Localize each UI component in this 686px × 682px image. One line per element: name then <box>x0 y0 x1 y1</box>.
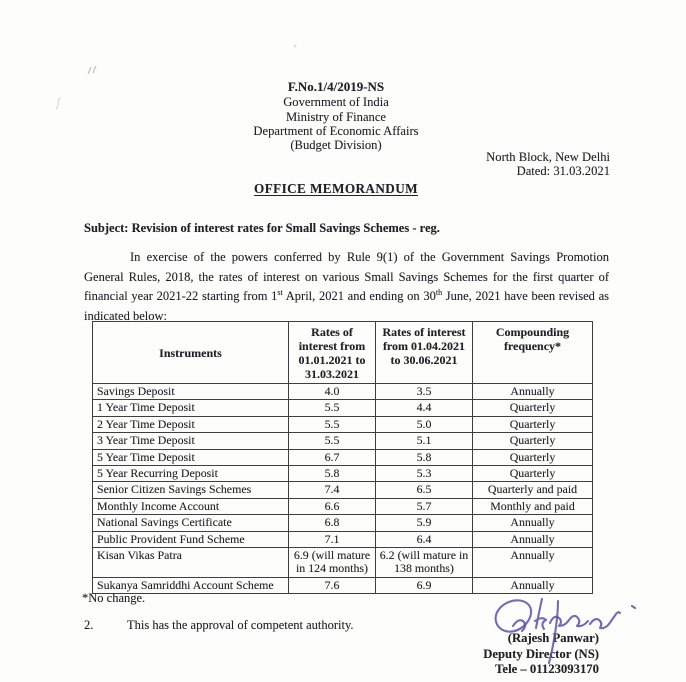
paragraph-text: This has the approval of competent authority. <box>127 618 354 632</box>
rate-new-cell: 4.4 <box>376 400 473 416</box>
table-row <box>93 482 593 498</box>
rate-old-cell: 7.6 <box>289 577 376 593</box>
ordinal-superscript: th <box>435 288 443 298</box>
table-header-row <box>93 322 593 384</box>
rate-old-cell: 5.5 <box>289 416 376 432</box>
rate-new-cell: 5.7 <box>376 498 473 514</box>
frequency-cell: Quarterly <box>473 466 593 482</box>
instrument-cell: Savings Deposit <box>93 384 289 400</box>
place-date-block <box>486 150 610 178</box>
table-row <box>93 400 593 416</box>
signatory-phone: Tele – 01123093170 <box>495 662 599 677</box>
org-line-department: Department of Economic Affairs <box>253 123 419 138</box>
frequency-cell: Quarterly <box>473 400 593 416</box>
frequency-cell: Annually <box>473 515 593 531</box>
frequency-cell: Monthly and paid <box>473 498 593 514</box>
instrument-cell: 5 Year Time Deposit <box>93 449 289 465</box>
rate-new-cell: 6.2 (will mature in 138 months) <box>376 548 473 578</box>
table-row <box>93 466 593 482</box>
rate-old-cell: 7.1 <box>289 531 376 547</box>
rate-old-cell: 4.0 <box>289 384 376 400</box>
col-header-instruments: Instruments <box>93 322 289 384</box>
table-footnote: *No change. <box>82 591 146 605</box>
rate-new-cell: 5.8 <box>376 449 473 465</box>
table-row <box>93 433 593 449</box>
rate-old-cell: 5.5 <box>289 433 376 449</box>
table-row <box>93 577 593 593</box>
frequency-cell: Quarterly and paid <box>473 482 593 498</box>
rate-old-cell: 6.6 <box>289 498 376 514</box>
rate-old-cell: 7.4 <box>289 482 376 498</box>
instrument-cell: Sukanya Samriddhi Account Scheme <box>93 577 289 593</box>
table-row <box>93 531 593 547</box>
col-header-rates-q1: Rates of interest from 01.04.2021 to 30.06.2021 <box>376 322 473 384</box>
instrument-cell: Public Provident Fund Scheme <box>93 531 289 547</box>
rate-new-cell: 6.4 <box>376 531 473 547</box>
org-line-ministry: Ministry of Finance <box>285 109 387 124</box>
instrument-cell: 2 Year Time Deposit <box>93 416 289 432</box>
file-number: F.No.1/4/2019-NS <box>287 79 385 94</box>
frequency-cell: Quarterly <box>473 449 593 465</box>
memo-title-row <box>0 180 672 198</box>
instrument-cell: Monthly Income Account <box>93 498 289 514</box>
rate-new-cell: 5.0 <box>376 416 473 432</box>
rate-new-cell: 5.9 <box>376 515 473 531</box>
scan-artifact <box>291 42 299 50</box>
instrument-cell: Kisan Vikas Patra <box>93 548 289 578</box>
rate-new-cell: 6.5 <box>376 482 473 498</box>
frequency-cell: Annually <box>473 548 593 578</box>
frequency-cell: Annually <box>473 384 593 400</box>
place-line: North Block, New Delhi <box>486 150 610 164</box>
handwritten-signature <box>484 594 646 676</box>
frequency-cell: Annually <box>473 531 593 547</box>
frequency-cell: Annually <box>473 577 593 593</box>
rate-new-cell: 6.9 <box>376 577 473 593</box>
instrument-cell: National Savings Certificate <box>93 515 289 531</box>
interest-rates-table <box>92 321 593 594</box>
scan-artifact <box>84 64 100 78</box>
rate-old-cell: 6.9 (will mature in 124 months) <box>289 548 376 578</box>
instrument-cell: 5 Year Recurring Deposit <box>93 466 289 482</box>
col-header-rates-q4: Rates of interest from 01.01.2021 to 31.03.2021 <box>289 322 376 384</box>
para1-text: June, 2021 have been revised as indicated below: <box>84 289 609 323</box>
instrument-cell: 3 Year Time Deposit <box>93 433 289 449</box>
table-row <box>93 498 593 514</box>
rate-old-cell: 6.7 <box>289 449 376 465</box>
instrument-cell: Senior Citizen Savings Schemes <box>93 482 289 498</box>
approval-paragraph <box>84 618 354 633</box>
table-row <box>93 416 593 432</box>
instrument-cell: 1 Year Time Deposit <box>93 400 289 416</box>
table-row <box>93 515 593 531</box>
table-row <box>93 449 593 465</box>
rate-old-cell: 6.8 <box>289 515 376 531</box>
signatory-designation: Deputy Director (NS) <box>483 646 599 661</box>
memo-title: OFFICE MEMORANDUM <box>254 181 418 196</box>
org-line-government: Government of India <box>283 95 389 110</box>
frequency-cell: Quarterly <box>473 416 593 432</box>
col-header-compounding: Compounding frequency* <box>473 322 593 384</box>
table-row <box>93 548 593 578</box>
rate-new-cell: 5.3 <box>376 466 473 482</box>
frequency-cell: Quarterly <box>473 433 593 449</box>
body-paragraph <box>84 248 609 326</box>
ordinal-superscript: st <box>277 288 283 298</box>
letterhead <box>0 80 672 152</box>
rate-new-cell: 5.1 <box>376 433 473 449</box>
date-line: Dated: 31.03.2021 <box>516 164 610 179</box>
rate-old-cell: 5.8 <box>289 466 376 482</box>
subject-line: Subject: Revision of interest rates for Small Savings Schemes - reg. <box>84 221 440 235</box>
paragraph-number: 2. <box>84 618 94 632</box>
org-line-division: (Budget Division) <box>290 138 382 153</box>
rate-new-cell: 3.5 <box>376 384 473 400</box>
rate-old-cell: 5.5 <box>289 400 376 416</box>
para1-text: April, 2021 and ending on 30 <box>282 289 436 304</box>
table-row <box>93 384 593 400</box>
para1-text: In exercise of the powers conferred by Rule 9(1) of the Government Savings Promotion General Rules, 2018, the rates of interest on various Small Savings Schemes for the first quarter of financial year 2021-22 starting from 1 <box>84 250 609 304</box>
signatory-name: (Rajesh Panwar) <box>507 631 599 645</box>
